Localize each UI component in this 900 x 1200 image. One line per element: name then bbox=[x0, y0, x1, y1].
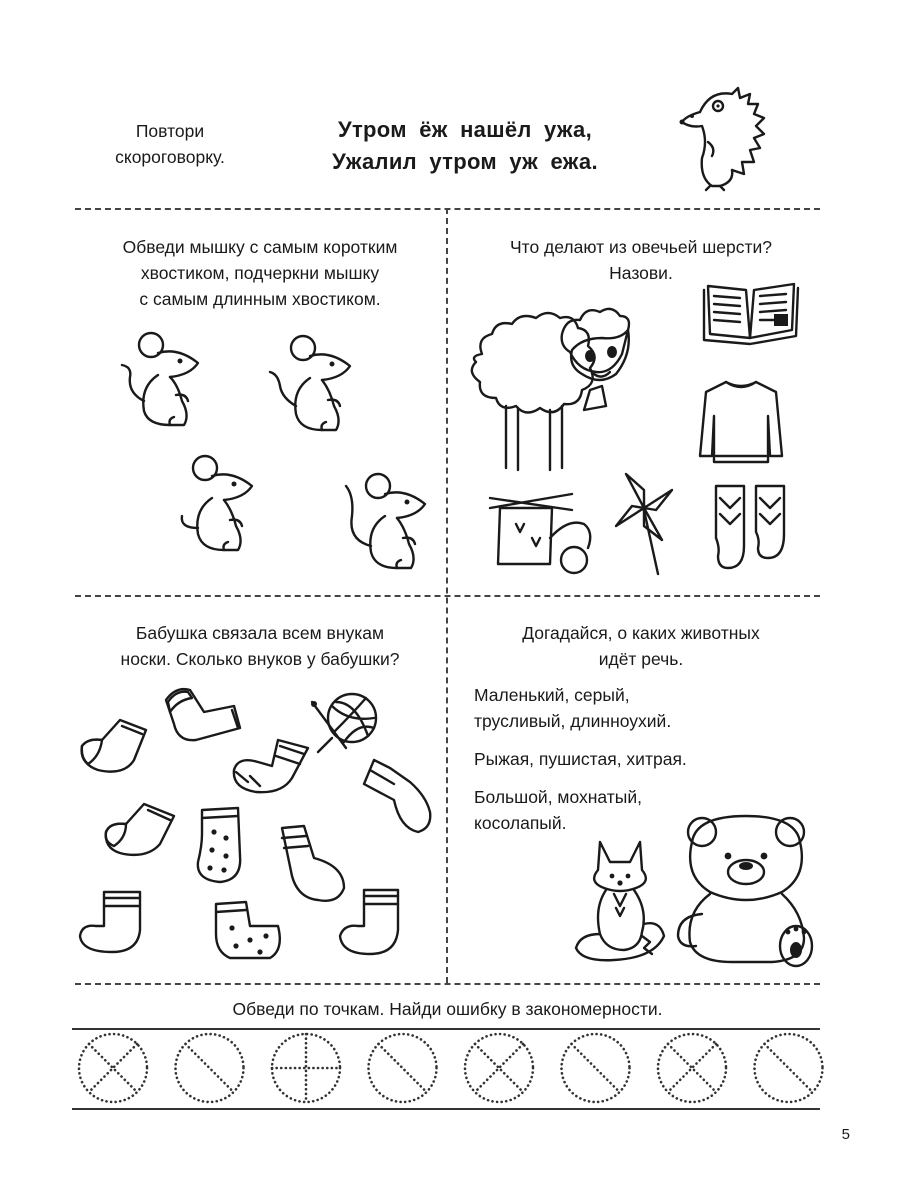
sock-icon[interactable] bbox=[76, 716, 152, 776]
socks-task-line-1: Бабушка связала всем внукам bbox=[135, 623, 385, 643]
fox-icon bbox=[570, 836, 670, 966]
wool-task-text bbox=[456, 234, 826, 286]
sock-icon[interactable] bbox=[188, 804, 252, 886]
tongue-twister-text bbox=[280, 114, 650, 178]
hedgehog-illustration bbox=[660, 82, 770, 192]
page-number bbox=[820, 1126, 850, 1143]
dotted-circle-slash[interactable] bbox=[562, 1034, 630, 1102]
sweater-icon[interactable] bbox=[696, 376, 786, 466]
divider-bottom bbox=[75, 983, 820, 985]
sock-icon[interactable] bbox=[76, 886, 146, 956]
mouse-icon[interactable] bbox=[170, 448, 260, 558]
pattern-task-text bbox=[75, 996, 820, 1022]
sock-icon[interactable] bbox=[228, 734, 314, 800]
dotted-pattern[interactable] bbox=[72, 1028, 820, 1108]
mice-task-line-3: с самым длинным хвостиком. bbox=[139, 289, 381, 309]
bear-icon bbox=[672, 812, 822, 972]
dotted-circle-slash[interactable] bbox=[369, 1034, 437, 1102]
sock-icon[interactable] bbox=[210, 898, 286, 964]
sheep-illustration bbox=[462, 294, 642, 474]
riddle-fox bbox=[474, 746, 814, 772]
mice-task-text bbox=[75, 234, 445, 312]
yarn-ball-icon[interactable] bbox=[308, 682, 386, 762]
animals-task-text bbox=[456, 620, 826, 672]
dotted-circle-slash[interactable] bbox=[176, 1034, 244, 1102]
knitting-icon[interactable] bbox=[488, 488, 600, 576]
pattern-task-label: Обведи по точкам. Найди ошибку в закономерности. bbox=[232, 999, 663, 1019]
animals-task-line-2: идёт речь. bbox=[598, 649, 684, 669]
divider-middle bbox=[75, 595, 820, 597]
mouse-icon[interactable] bbox=[118, 325, 208, 430]
page-number-text: 5 bbox=[841, 1126, 850, 1143]
dotted-circle-x[interactable] bbox=[465, 1034, 533, 1102]
tongue-twister-line-1: Утром ёж нашёл ужа, bbox=[338, 117, 592, 142]
wool-task-line-2: Назови. bbox=[609, 263, 673, 283]
riddle-hare bbox=[474, 682, 814, 734]
animals-task-line-1: Догадайся, о каких животных bbox=[522, 623, 760, 643]
tongue-twister-line-2: Ужалил утром уж ежа. bbox=[332, 149, 598, 174]
socks-task-text bbox=[75, 620, 445, 672]
riddle-bear-line-2: косолапый. bbox=[474, 813, 567, 833]
mice-task-line-1: Обведи мышку с самым коротким bbox=[122, 237, 398, 257]
mouse-icon[interactable] bbox=[268, 328, 363, 438]
mouse-icon[interactable] bbox=[340, 466, 435, 576]
mice-task-line-2: хвостиком, подчеркни мышку bbox=[140, 263, 380, 283]
tongue-twister-instruction: Повтори скороговорку. bbox=[115, 121, 225, 167]
sock-icon[interactable] bbox=[336, 884, 408, 958]
riddle-hare-line-2: трусливый, длинноухий. bbox=[474, 711, 672, 731]
dotted-circle-plus[interactable] bbox=[272, 1034, 340, 1102]
dotted-circle-x[interactable] bbox=[79, 1034, 147, 1102]
riddle-bear-line-1: Большой, мохнатый, bbox=[474, 787, 642, 807]
wool-task-line-1: Что делают из овечьей шерсти? bbox=[509, 237, 773, 257]
pinwheel-icon[interactable] bbox=[612, 470, 676, 576]
socks-icon[interactable] bbox=[706, 478, 802, 576]
book-icon[interactable] bbox=[700, 280, 800, 344]
socks-task-line-2: носки. Сколько внуков у бабушки? bbox=[120, 649, 400, 669]
dotted-circle-slash[interactable] bbox=[755, 1034, 823, 1102]
sock-icon[interactable] bbox=[100, 800, 180, 860]
sock-icon[interactable] bbox=[360, 754, 434, 840]
pattern-line-bottom bbox=[72, 1108, 820, 1110]
riddle-fox-line: Рыжая, пушистая, хитрая. bbox=[474, 749, 687, 769]
dotted-circle-x[interactable] bbox=[658, 1034, 726, 1102]
riddle-hare-line-1: Маленький, серый, bbox=[474, 685, 630, 705]
